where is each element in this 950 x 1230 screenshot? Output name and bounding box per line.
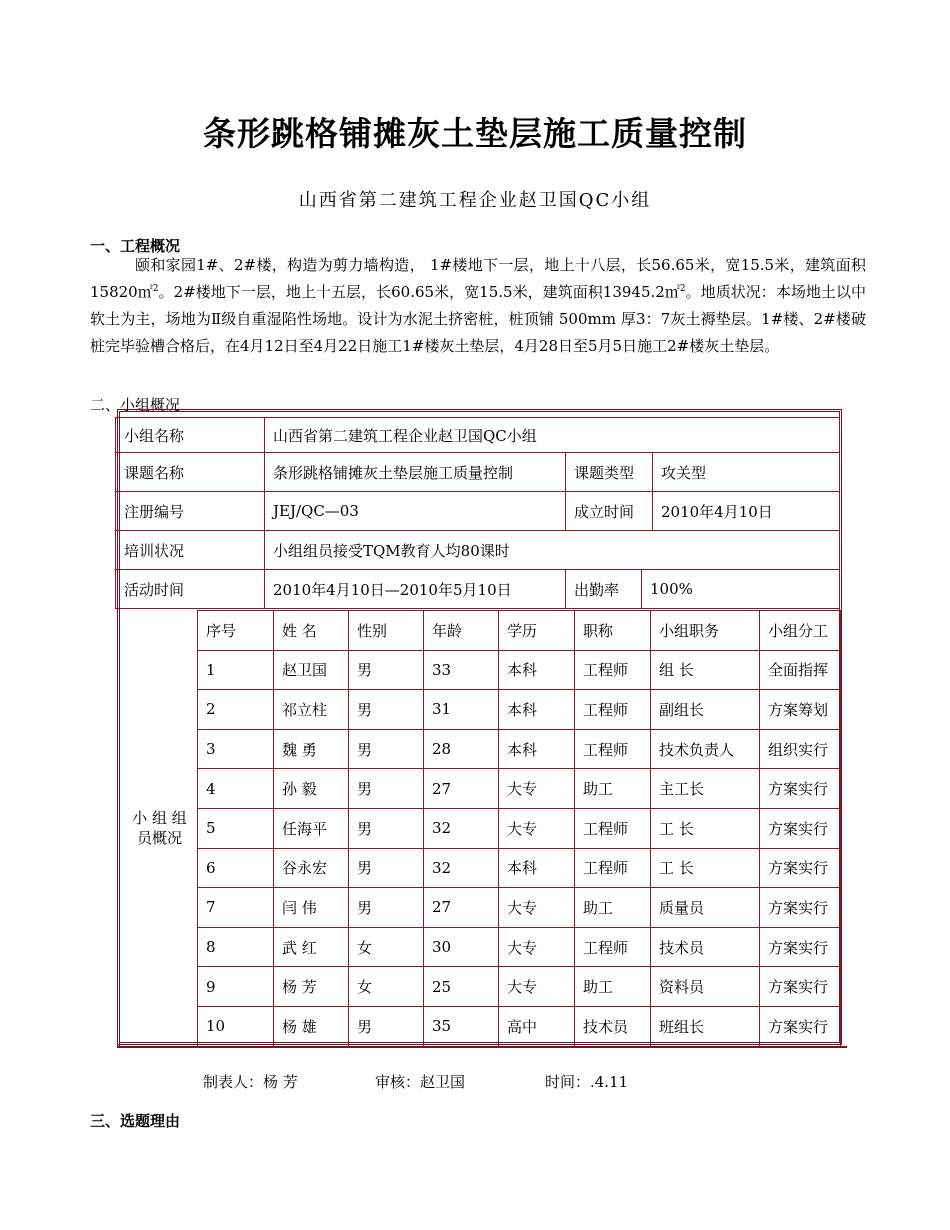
member-cell: 7 (197, 887, 274, 928)
member-cell: 助工 (574, 768, 651, 809)
section-heading-1: 一、工程概况 (90, 237, 181, 255)
member-cell: 质量员 (650, 887, 760, 928)
member-cell: 祁立柱 (273, 689, 349, 730)
member-cell: 谷永宏 (273, 848, 349, 889)
group-name-label: 小组名称 (115, 417, 265, 453)
member-cell: 9 (197, 966, 274, 1007)
member-cell: 6 (197, 848, 274, 889)
page-title: 条形跳格铺摊灰土垫层施工质量控制 (203, 114, 747, 153)
attendance-value: 100% (641, 569, 840, 609)
training-value: 小组组员接受TQM教育人均80课时 (264, 530, 840, 570)
topic-value: 条形跳格铺摊灰土垫层施工质量控制 (264, 452, 566, 492)
member-cell: 技术员 (650, 927, 760, 968)
member-cell: 4 (197, 768, 274, 809)
member-cell: 32 (423, 808, 499, 849)
topic-type-value: 攻关型 (652, 452, 840, 492)
superscript-2: 2 (679, 284, 686, 294)
members-header-cell: 年龄 (423, 610, 499, 651)
member-cell: 副组长 (650, 689, 760, 730)
member-cell: 10 (197, 1006, 274, 1047)
member-cell: 32 (423, 848, 499, 889)
member-cell: 33 (423, 650, 499, 691)
member-cell: 大专 (498, 808, 575, 849)
member-cell: 主工长 (650, 768, 760, 809)
member-cell: 本科 (498, 689, 575, 730)
member-cell: 8 (197, 927, 274, 968)
founded-value: 2010年4月10日 (652, 491, 840, 531)
training-label: 培训状况 (115, 530, 265, 570)
member-cell: 方案筹划 (759, 689, 841, 730)
member-cell: 28 (423, 729, 499, 770)
member-cell: 27 (423, 768, 499, 809)
member-cell: 组 长 (650, 650, 760, 691)
member-cell: 男 (348, 808, 424, 849)
member-cell: 5 (197, 808, 274, 849)
member-cell: 工 长 (650, 848, 760, 889)
member-cell: 男 (348, 689, 424, 730)
member-cell: 武 红 (273, 927, 349, 968)
member-cell: 全面指挥 (759, 650, 841, 691)
member-cell: 助工 (574, 887, 651, 928)
table-maker: 制表人：杨 芳 (203, 1073, 298, 1091)
member-cell: 2 (197, 689, 274, 730)
member-cell: 工程师 (574, 650, 651, 691)
member-cell: 工程师 (574, 729, 651, 770)
member-cell: 3 (197, 729, 274, 770)
member-cell: 杨 雄 (273, 1006, 349, 1047)
member-cell: 男 (348, 848, 424, 889)
attendance-label: 出勤率 (565, 569, 642, 609)
member-cell: 赵卫国 (273, 650, 349, 691)
member-cell: 组织实行 (759, 729, 841, 770)
member-cell: 35 (423, 1006, 499, 1047)
members-section-label: 小 组 组员概况 (132, 809, 187, 847)
member-cell: 闫 伟 (273, 887, 349, 928)
section-heading-2: 二、小组概况 (90, 396, 181, 414)
founded-label: 成立时间 (565, 491, 653, 531)
group-name-value: 山西省第二建筑工程企业赵卫国QC小组 (264, 417, 840, 453)
section-heading-3: 三、选题理由 (90, 1112, 181, 1130)
table-reviewer: 审核：赵卫国 (375, 1073, 466, 1091)
member-cell: 方案实行 (759, 927, 841, 968)
member-cell: 1 (197, 650, 274, 691)
members-header-cell: 姓 名 (273, 610, 349, 651)
member-cell: 男 (348, 768, 424, 809)
member-cell: 工 长 (650, 808, 760, 849)
member-cell: 31 (423, 689, 499, 730)
member-cell: 男 (348, 887, 424, 928)
member-cell: 孙 毅 (273, 768, 349, 809)
member-cell: 本科 (498, 729, 575, 770)
topic-type-label: 课题类型 (565, 452, 653, 492)
member-cell: 大专 (498, 768, 575, 809)
member-cell: 工程师 (574, 808, 651, 849)
member-cell: 技术员 (574, 1006, 651, 1047)
activity-value: 2010年4月10日—2010年5月10日 (264, 569, 566, 609)
registration-label: 注册编号 (115, 491, 265, 531)
members-header-cell: 学历 (498, 610, 575, 651)
topic-label: 课题名称 (115, 452, 265, 492)
member-cell: 工程师 (574, 927, 651, 968)
member-cell: 大专 (498, 927, 575, 968)
paragraph-part-2: 。2#楼地下一层，地上十五层，长60.65米，宽15.5米，建筑面积13945.2㎡ (158, 283, 680, 301)
subtitle: 山西省第二建筑工程企业赵卫国QC小组 (298, 190, 652, 211)
member-cell: 女 (348, 927, 424, 968)
member-cell: 25 (423, 966, 499, 1007)
paragraph-part-1: 颐和家园1#、2#楼，构造为剪力墙构造， 1#楼地下一层，地上十八层，长56.65米，宽15.5米，建筑面积15820㎡ (90, 256, 866, 301)
members-header-cell: 序号 (197, 610, 274, 651)
member-cell: 方案实行 (759, 887, 841, 928)
member-cell: 大专 (498, 966, 575, 1007)
member-cell: 任海平 (273, 808, 349, 849)
member-cell: 技术负责人 (650, 729, 760, 770)
member-cell: 方案实行 (759, 966, 841, 1007)
member-cell: 27 (423, 887, 499, 928)
member-cell: 助工 (574, 966, 651, 1007)
member-cell: 资料员 (650, 966, 760, 1007)
members-header-cell: 性别 (348, 610, 424, 651)
member-cell: 本科 (498, 848, 575, 889)
members-header-cell: 小组职务 (650, 610, 760, 651)
member-cell: 工程师 (574, 689, 651, 730)
project-overview-paragraph (90, 252, 866, 360)
member-cell: 大专 (498, 887, 575, 928)
member-cell: 魏 勇 (273, 729, 349, 770)
member-cell: 男 (348, 650, 424, 691)
member-cell: 方案实行 (759, 768, 841, 809)
member-cell: 杨 芳 (273, 966, 349, 1007)
paragraph-part-3: 。地质状况：本场地土以中软土为主，场地为Ⅱ级自重湿陷性场地。设计为水泥土挤密桩，桩顶铺 500mm 厚3：7灰土褥垫层。1#楼、2#楼破桩完毕验槽合格后，在4月12日至4月22日施工1#楼灰土垫层，4月28日至5月5日施工2#楼灰土垫层。 (90, 283, 866, 355)
member-cell: 班组长 (650, 1006, 760, 1047)
member-cell: 工程师 (574, 848, 651, 889)
member-cell: 30 (423, 927, 499, 968)
registration-value: JEJ/QC—03 (264, 491, 566, 531)
member-cell: 高中 (498, 1006, 575, 1047)
members-header-cell: 小组分工 (759, 610, 841, 651)
superscript-1: 2 (152, 284, 159, 294)
member-cell: 方案实行 (759, 1006, 841, 1047)
table-bottom-border (117, 1046, 847, 1048)
member-cell: 方案实行 (759, 808, 841, 849)
member-cell: 方案实行 (759, 848, 841, 889)
activity-label: 活动时间 (115, 569, 265, 609)
members-header-cell: 职称 (574, 610, 651, 651)
member-cell: 本科 (498, 650, 575, 691)
member-cell: 男 (348, 729, 424, 770)
member-cell: 女 (348, 966, 424, 1007)
member-cell: 男 (348, 1006, 424, 1047)
table-time: 时间：.4.11 (545, 1073, 629, 1091)
